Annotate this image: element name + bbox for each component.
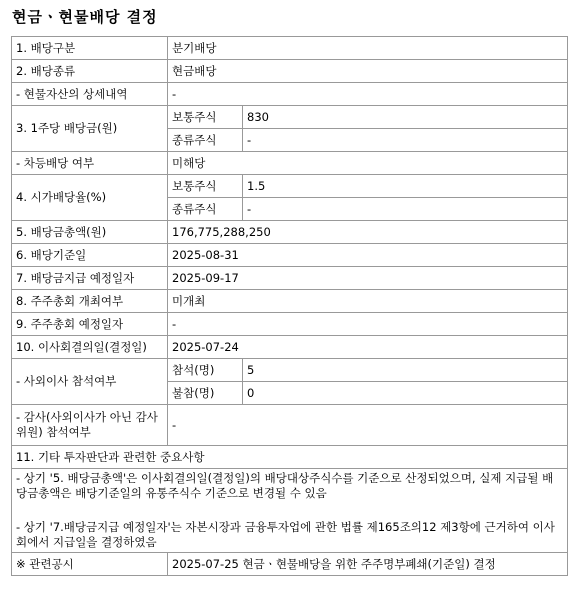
row-label: - 현물자산의 상세내역 xyxy=(12,83,168,106)
row-label: 10. 이사회결의일(결정일) xyxy=(12,336,168,359)
table-row xyxy=(12,290,568,313)
row-label: ※ 관련공시 xyxy=(12,553,168,576)
note-text: - 상기 '7.배당금지급 예정일자'는 자본시장과 금융투자업에 관한 법률 제165조의12 제3항에 근거하여 이사회에서 지급일을 결정하였음 xyxy=(16,520,555,549)
row-value: 미개최 xyxy=(168,290,568,313)
related-disclosure-link[interactable]: 2025-07-25 현금ㆍ현물배당을 위한 주주명부폐쇄(기준일) 결정 xyxy=(168,553,568,576)
note-text: - 상기 '5. 배당금총액'은 이사회결의일(결정일)의 배당대상주식수를 기준으로 산정되었으며, 실제 지급될 배당금총액은 배당기준일의 유통주식수 기준으로 변경될 수 있음 xyxy=(16,471,554,500)
table-row xyxy=(12,405,568,446)
table-row xyxy=(12,313,568,336)
row-value: 2025-09-17 xyxy=(168,267,568,290)
sub-label: 참석(명) xyxy=(168,359,243,382)
row-value: 분기배당 xyxy=(168,37,568,60)
table-row xyxy=(12,221,568,244)
row-value: 5 xyxy=(243,359,568,382)
row-label: 5. 배당금총액(원) xyxy=(12,221,168,244)
table-row xyxy=(12,267,568,290)
row-label: 6. 배당기준일 xyxy=(12,244,168,267)
row-value: 미해당 xyxy=(168,152,568,175)
table-row xyxy=(12,359,568,382)
table-row xyxy=(12,83,568,106)
notes-cell xyxy=(12,469,568,553)
row-value: 830 xyxy=(243,106,568,129)
table-row xyxy=(12,106,568,129)
table-row xyxy=(12,152,568,175)
row-label: - 차등배당 여부 xyxy=(12,152,168,175)
row-value: 1.5 xyxy=(243,175,568,198)
row-label: - 사외이사 참석여부 xyxy=(12,359,168,405)
table-row xyxy=(12,175,568,198)
note-spacer xyxy=(16,501,563,520)
sub-label: 종류주식 xyxy=(168,129,243,152)
row-label: 1. 배당구분 xyxy=(12,37,168,60)
table-row xyxy=(12,244,568,267)
sub-label: 불참(명) xyxy=(168,382,243,405)
row-value: 2025-07-24 xyxy=(168,336,568,359)
sub-label: 종류주식 xyxy=(168,198,243,221)
table-row xyxy=(12,336,568,359)
row-value: - xyxy=(168,313,568,336)
row-label: 9. 주주총회 예정일자 xyxy=(12,313,168,336)
row-label: 4. 시가배당율(%) xyxy=(12,175,168,221)
sub-label: 보통주식 xyxy=(168,175,243,198)
row-label: - 감사(사외이사가 아닌 감사위원) 참석여부 xyxy=(12,405,168,446)
row-label: 7. 배당금지급 예정일자 xyxy=(12,267,168,290)
row-value: - xyxy=(168,405,568,446)
row-value: 2025-08-31 xyxy=(168,244,568,267)
row-label: 3. 1주당 배당금(원) xyxy=(12,106,168,152)
row-value: 0 xyxy=(243,382,568,405)
table-row xyxy=(12,553,568,576)
row-value: 현금배당 xyxy=(168,60,568,83)
row-label: 8. 주주총회 개최여부 xyxy=(12,290,168,313)
sub-label: 보통주식 xyxy=(168,106,243,129)
table-row xyxy=(12,37,568,60)
table-row xyxy=(12,446,568,469)
row-value: - xyxy=(243,129,568,152)
table-row xyxy=(12,60,568,83)
row-value: - xyxy=(243,198,568,221)
row-label: 11. 기타 투자판단과 관련한 중요사항 xyxy=(12,446,568,469)
row-value: - xyxy=(168,83,568,106)
row-value: 176,775,288,250 xyxy=(168,221,568,244)
page-title: 현금ㆍ현물배당 결정 xyxy=(12,8,158,26)
table-row xyxy=(12,469,568,553)
disclosure-table xyxy=(11,36,568,576)
row-label: 2. 배당종류 xyxy=(12,60,168,83)
